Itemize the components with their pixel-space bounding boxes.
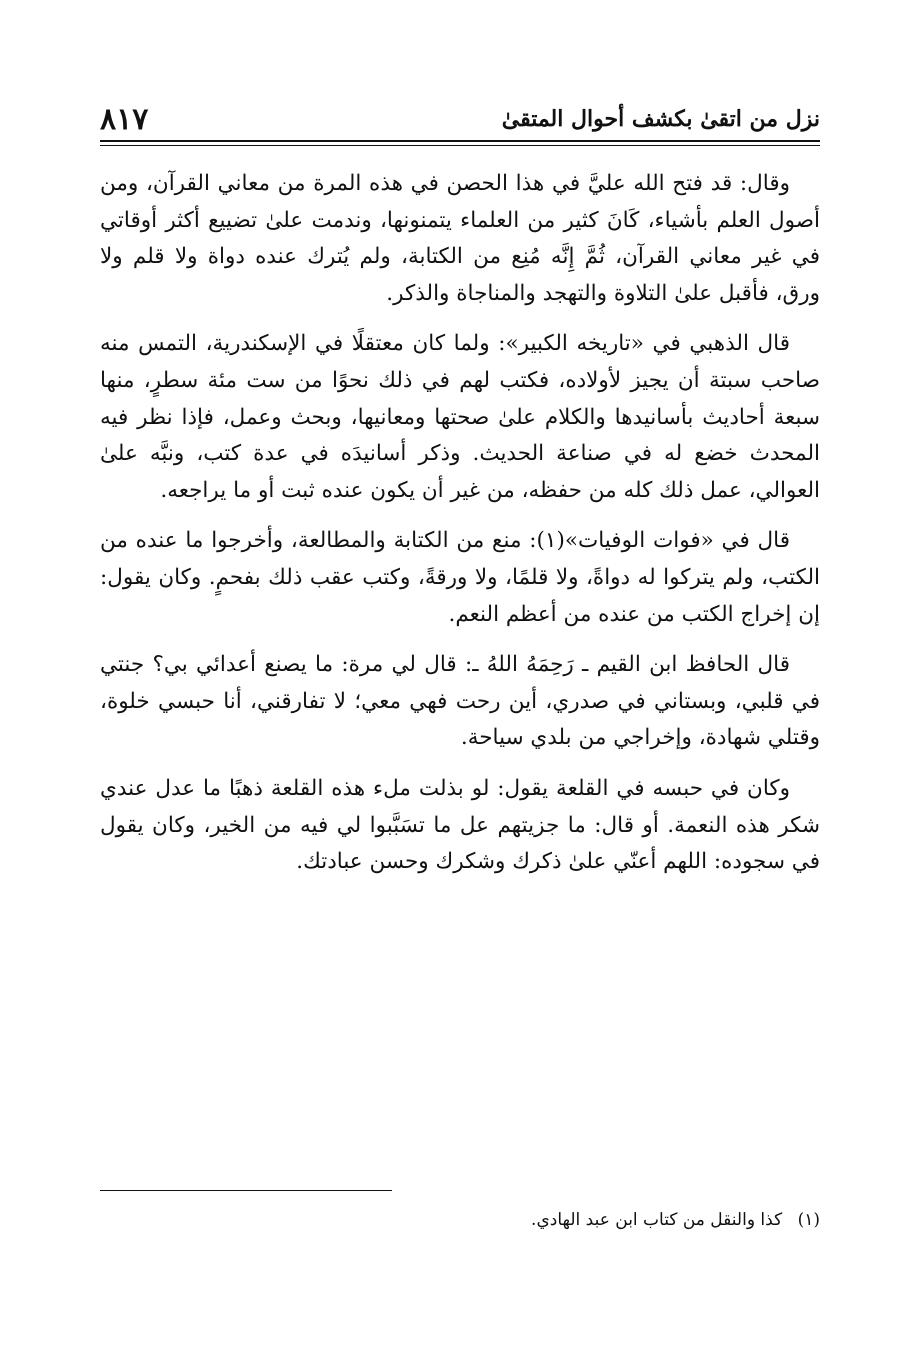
header-rule-thin (100, 145, 820, 146)
paragraph-2: قال الذهبي في «تاريخه الكبير»: ولما كان معتقلًا في الإسكندرية، التمس منه صاحب سبتة أن يجيز لأولاده، فكتب لهم في ذلك نحوًا من ست مئة سطرٍ، منها سبعة أحاديث بأسانيدها والكلام علىٰ صحتها ومعانيها، وبحث وعمل، فإذا نظر فيه المحدث خضع له في صناعة الحديث. وذكر أسانيدَه في عدة كتب، ونبَّه علىٰ العوالي، عمل ذلك كله من حفظه، من غير أن يكون عنده ثبت أو ما يراجعه. (100, 331, 820, 503)
paragraph-3: قال في «فوات الوفيات»(١): منع من الكتابة والمطالعة، وأخرجوا ما عنده من الكتب، ولم يتركوا له دواةً، ولا قلمًا، ولا ورقةً، وكتب عقب ذلك بفحمٍ. وكان يقول: إن إخراج الكتب من عنده من أعظم النعم. (100, 528, 820, 627)
running-header (100, 104, 820, 144)
footnote-separator (100, 1190, 392, 1191)
footnote-text: كذا والنقل من كتاب ابن عبد الهادي. (531, 1210, 783, 1230)
main-text (100, 166, 820, 895)
paragraph-1: وقال: قد فتح الله عليَّ في هذا الحصن في هذه المرة من معاني القرآن، ومن أصول العلم بأشياء، كَانَ كثير من العلماء يتمنونها، وندمت علىٰ تضييع أكثر أوقاتي في غير معاني القرآن، ثُمَّ إِنَّه مُنِع من الكتابة، ولم يُترك عنده دواة ولا قلم ولا ورق، فأقبل علىٰ التلاوة والتهجد والمناجاة والذكر. (100, 171, 820, 306)
paragraph-5: وكان في حبسه في القلعة يقول: لو بذلت ملء هذه القلعة ذهبًا ما عدل عندي شكر هذه النعمة. أو قال: ما جزيتهم عل ما تسَبَّبوا لي فيه من الخير، وكان يقول في سجوده: اللهم أعنّي علىٰ ذكرك وشكرك وحسن عبادتك. (100, 775, 820, 875)
paragraph-4: قال الحافظ ابن القيم ـ رَحِمَهُ اللهُ ـ: قال لي مرة: ما يصنع أعدائي بي؟ جنتي في قلبي، وبستاني في صدري، أين رحت فهي معي؛ لا تفارقني، أنا حبسي خلوة، وقتلي شهادة، وإخراجي من بلدي سياحة. (100, 652, 820, 751)
header-rule (100, 140, 820, 142)
book-title: نزل من اتقىٰ بكشف أحوال المتقىٰ (501, 106, 820, 132)
page-number: ٨١٧ (100, 102, 149, 137)
footnote (531, 1210, 820, 1230)
footnote-number: (١) (797, 1210, 820, 1230)
